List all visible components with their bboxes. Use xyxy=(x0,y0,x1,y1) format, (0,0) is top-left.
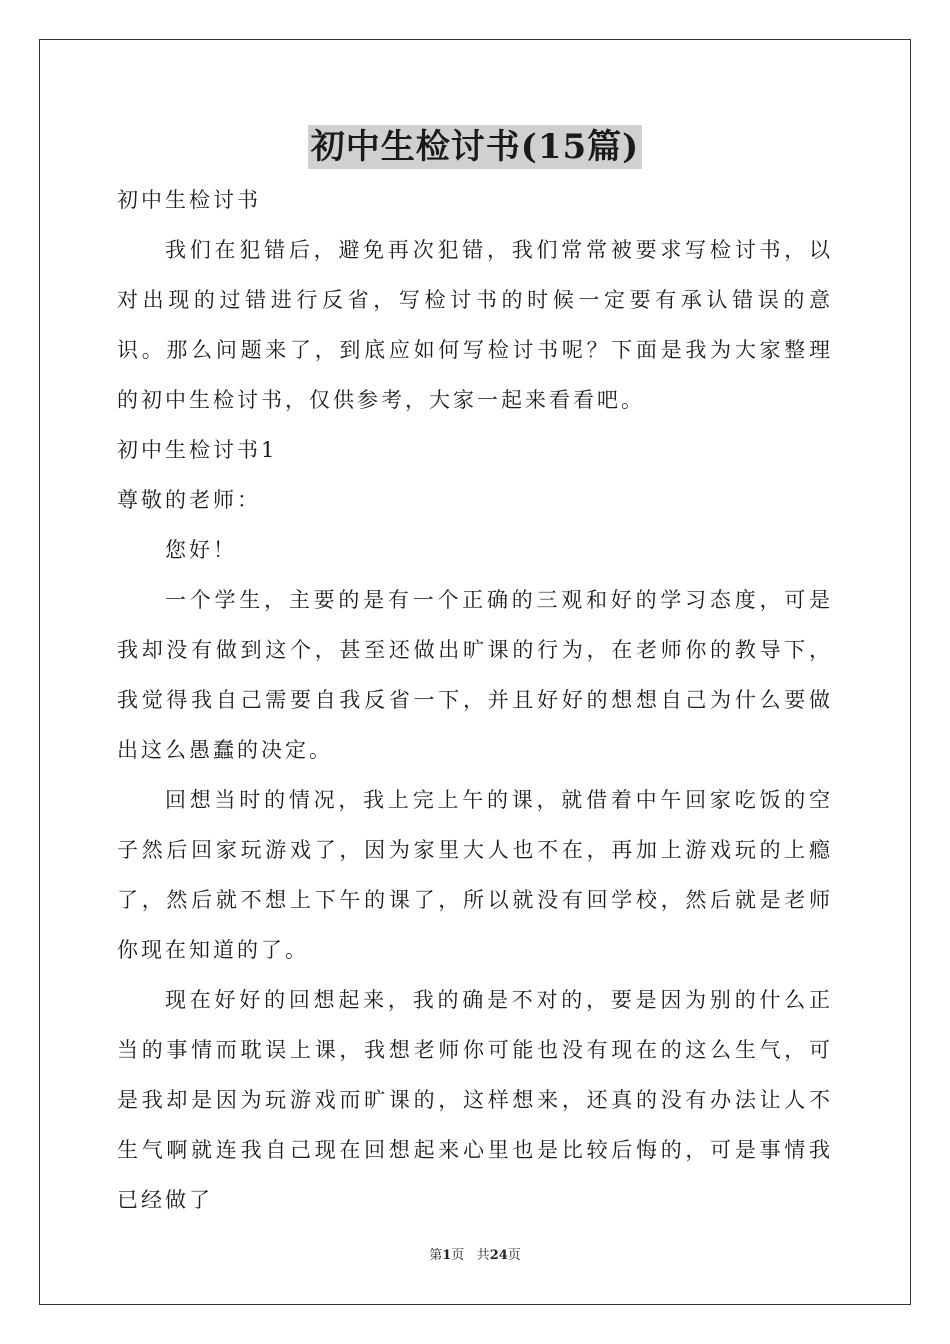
paragraph-subtitle: 初中生检讨书 xyxy=(117,188,261,212)
paragraph-intro: 我们在犯错后，避免再次犯错，我们常常被要求写检讨书，以对出现的过错进行反省，写检讨书的时候一定要有承认错误的意识。那么问题来了，到底应如何写检讨书呢？下面是我为大家整理的初中生检讨书，仅供参考，大家一起来看看吧。 xyxy=(117,238,833,412)
paragraph-body-2: 回想当时的情况，我上完上午的课，就借着中午回家吃饭的空子然后回家玩游戏了，因为家里大人也不在，再加上游戏玩的上瘾了，然后就不想上下午的课了，所以就没有回学校，然后就是老师你现在知道的了。 xyxy=(117,788,833,962)
title-container xyxy=(0,125,950,169)
paragraph-salutation: 尊敬的老师： xyxy=(117,488,261,512)
paragraph-body-1: 一个学生，主要的是有一个正确的三观和好的学习态度，可是我却没有做到这个，甚至还做出旷课的行为，在老师你的教导下，我觉得我自己需要自我反省一下，并且好好的想想自己为什么要做出这么愚蠢的决定。 xyxy=(117,588,833,762)
document-body xyxy=(117,175,833,1225)
footer-page-prefix: 第 xyxy=(429,1248,443,1263)
document-title: 初中生检讨书(15篇) xyxy=(308,125,643,169)
footer-total-pages: 24 xyxy=(489,1248,508,1263)
footer-total-suffix: 页 xyxy=(507,1248,521,1263)
footer-total-prefix: 共 xyxy=(476,1248,490,1263)
page-footer xyxy=(0,1246,950,1266)
paragraph-section-heading: 初中生检讨书1 xyxy=(117,438,278,462)
footer-page-number: 1 xyxy=(442,1248,452,1263)
paragraph-body-3: 现在好好的回想起来，我的确是不对的，要是因为别的什么正当的事情而耽误上课，我想老师你可能也没有现在的这么生气，可是我却是因为玩游戏而旷课的，这样想来，还真的没有办法让人不生气啊就连我自己现在回想起来心里也是比较后悔的，可是事情我已经做了 xyxy=(117,988,833,1212)
footer-page-suffix: 页 xyxy=(451,1248,465,1263)
paragraph-greeting: 您好！ xyxy=(165,538,237,562)
